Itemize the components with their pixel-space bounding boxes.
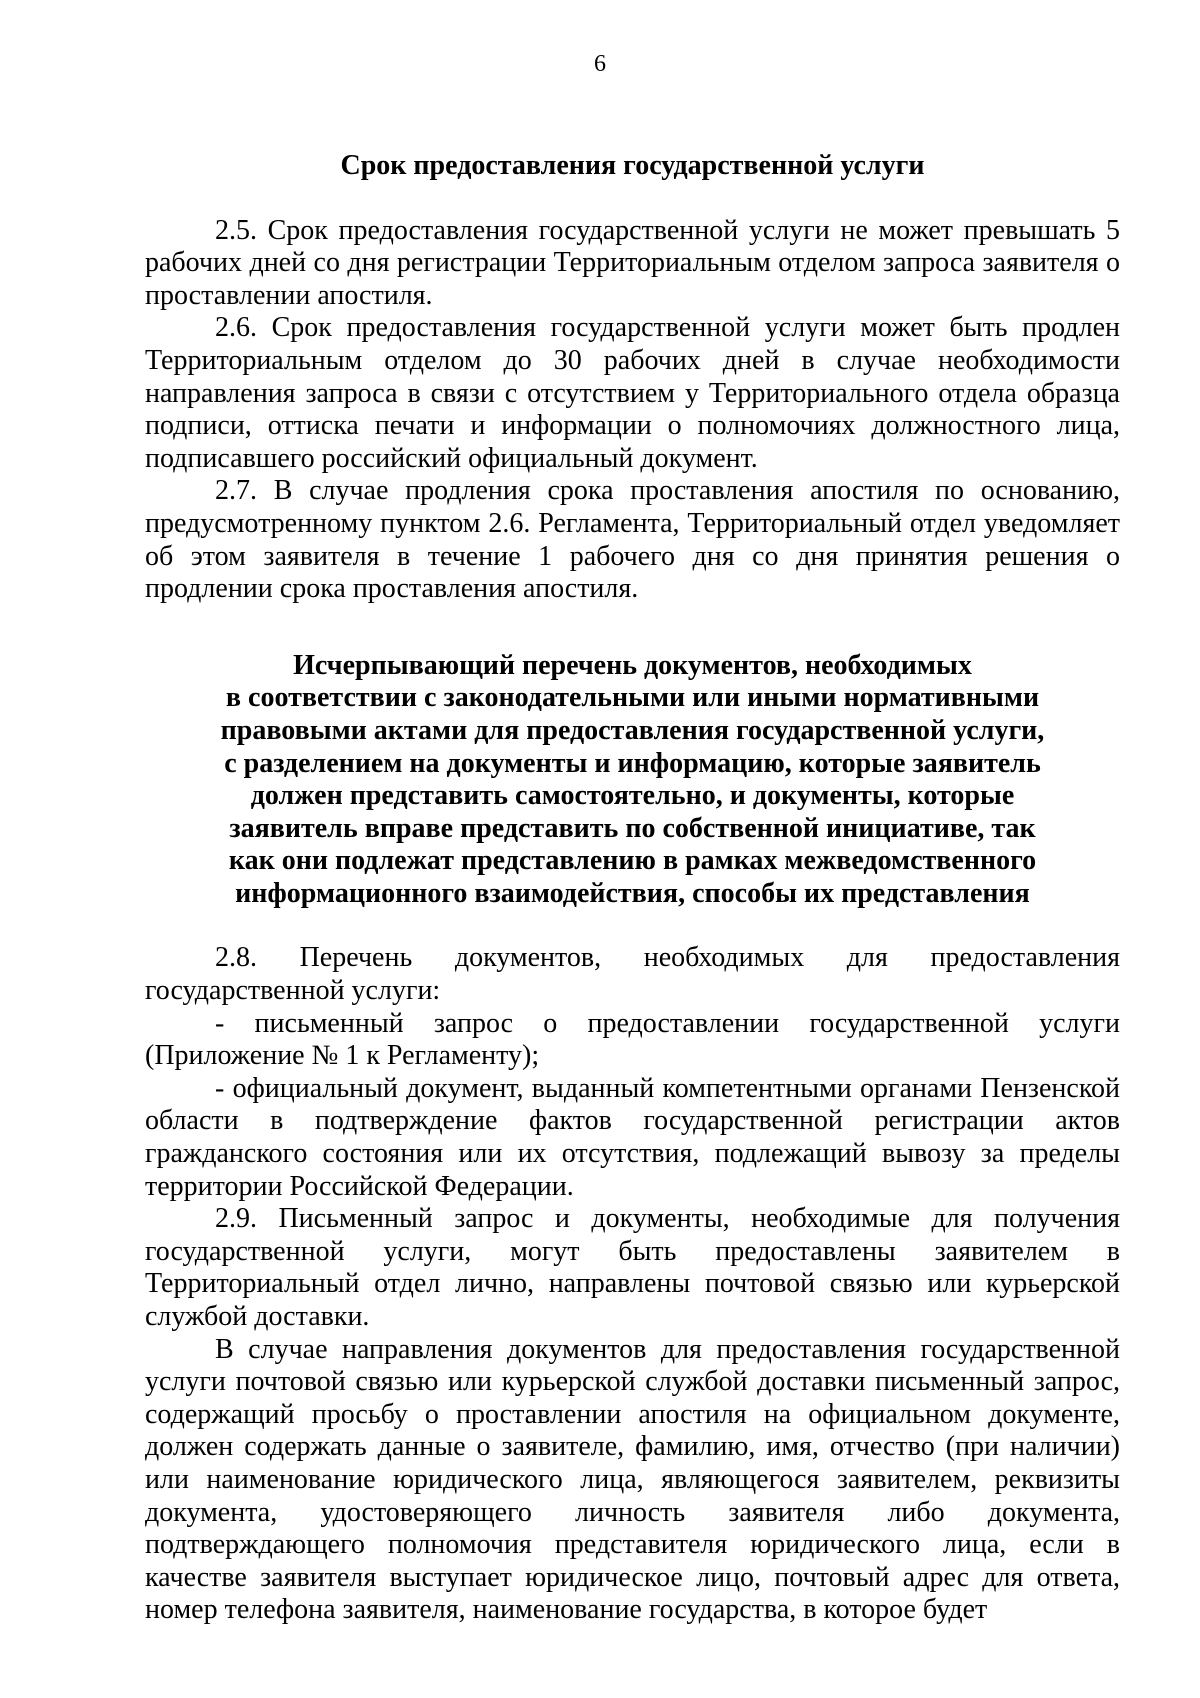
heading-line: правовыми актами для предоставления государственной услуги,	[220, 714, 1045, 746]
paragraph-postal-request: В случае направления документов для предоставления государственной услуги почтовой связью или курьерской службой доставки письменный запрос, содержащий просьбу о проставлении апостиля на официальном документе, должен содержать данные о заявителе, фамилию, имя, отчество (при наличии) или наименование юридического лица, являющегося заявителем, реквизиты документа, удостоверяющего личность заявителя либо документа, подтверждающего полномочия представителя юридического лица, если в качестве заявителя выступает юридическое лицо, почтовый адрес для ответа, номер телефона заявителя, наименование государства, в которое будет	[145, 1333, 1120, 1626]
paragraph-2-7: 2.7. В случае продления срока проставления апостиля по основанию, предусмотренному пунктом 2.6. Регламента, Территориальный отдел уведомляет об этом заявителя в течение 1 рабочего дня со дня принятия решения о продлении срока проставления апостиля.	[145, 475, 1120, 605]
heading-line: должен представить самостоятельно, и документы, которые	[250, 780, 1015, 812]
paragraph-2-6: 2.6. Срок предоставления государственной услуги может быть продлен Территориальным отделом до 30 рабочих дней в случае необходимости направления запроса в связи с отсутствием у Территориального отдела образца подписи, оттиска печати и информации о полномочиях должностного лица, подписавшего российский официальный документ.	[145, 312, 1120, 474]
heading-line: как они подлежат представлению в рамках межведомственного	[228, 845, 1037, 877]
paragraph-2-5: 2.5. Срок предоставления государственной услуги не может превышать 5 рабочих дней со дня регистрации Территориальным отделом запроса заявителя о проставлении апостиля.	[145, 214, 1120, 311]
section-heading-service-term: Срок предоставления государственной услуги	[340, 150, 925, 181]
heading-line: Исчерпывающий перечень документов, необходимых	[293, 649, 972, 681]
paragraph-2-8: 2.8. Перечень документов, необходимых для предоставления государственной услуги:	[145, 942, 1120, 1007]
list-item-written-request: - письменный запрос о предоставлении государственной услуги (Приложение № 1 к Регламенту);	[145, 1007, 1120, 1072]
heading-line: с разделением на документы и информацию, которые заявитель	[224, 747, 1041, 779]
page-number: 6	[594, 51, 606, 77]
heading-line: информационного взаимодействия, способы их представления	[235, 877, 1030, 909]
list-item-official-document: - официальный документ, выданный компетентными органами Пензенской области в подтверждение фактов государственной регистрации актов гражданского состояния или их отсутствия, подлежащий вывозу за пределы территории Российской Федерации.	[145, 1072, 1120, 1202]
paragraph-2-9: 2.9. Письменный запрос и документы, необходимые для получения государственной услуги, могут быть предоставлены заявителем в Территориальный отдел лично, направлены почтовой связью или курьерской службой доставки.	[145, 1203, 1120, 1332]
heading-line: заявитель вправе представить по собственной инициативе, так	[229, 812, 1036, 844]
document-body	[145, 150, 1120, 1627]
section-heading-documents-list	[145, 650, 1120, 911]
heading-line: в соответствии с законодательными или иными нормативными	[225, 682, 1040, 714]
